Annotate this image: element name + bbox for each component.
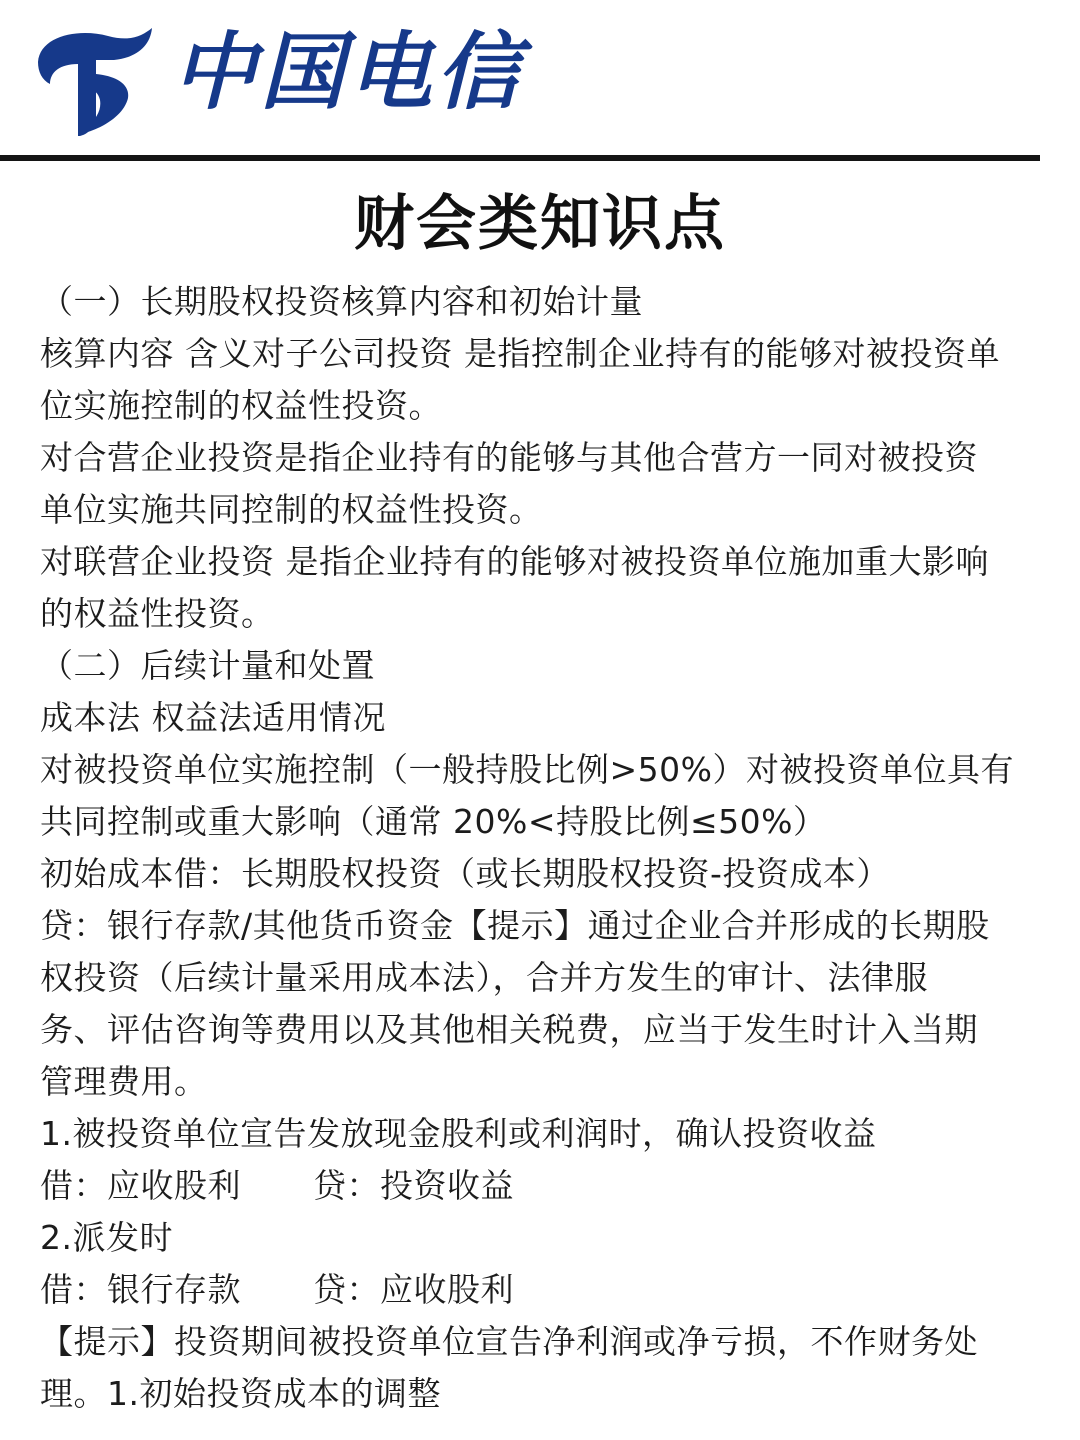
debit-entry: 借：应收股利 <box>40 1166 241 1205</box>
journal-entry-2 <box>40 1264 1050 1316</box>
text-line: 单位实施共同控制的权益性投资。 <box>40 490 543 529</box>
tip-line: 【提示】投资期间被投资单位宣告净利润或净亏损，不作财务处 <box>40 1322 978 1361</box>
section-heading-2: （二）后续计量和处置 <box>40 646 375 685</box>
text-line: 核算内容 含义对子公司投资 是指控制企业持有的能够对被投资单 <box>40 334 1000 373</box>
debit-entry: 借：银行存款 <box>40 1270 241 1309</box>
text-line: 权投资（后续计量采用成本法），合并方发生的审计、法律服 <box>40 958 928 997</box>
text-line: 对合营企业投资是指企业持有的能够与其他合营方一同对被投资 <box>40 438 978 477</box>
text-line: 对联营企业投资 是指企业持有的能够对被投资单位施加重大影响 <box>40 542 989 581</box>
credit-entry: 贷：应收股利 <box>313 1270 514 1309</box>
text-line: 务、评估咨询等费用以及其他相关税费，应当于发生时计入当期 <box>40 1010 978 1049</box>
text-line: 位实施控制的权益性投资。 <box>40 386 442 425</box>
document-body <box>40 276 1050 1420</box>
china-telecom-logo-icon <box>30 22 160 142</box>
text-line: 共同控制或重大影响（通常 20%<持股比例≤50%） <box>40 802 827 841</box>
header-divider <box>0 155 1040 161</box>
journal-entry-1 <box>40 1160 1050 1212</box>
text-line: 1.被投资单位宣告发放现金股利或利润时，确认投资收益 <box>40 1114 877 1153</box>
text-line: 成本法 权益法适用情况 <box>40 698 386 737</box>
text-line: 初始成本借：长期股权投资（或长期股权投资-投资成本） <box>40 854 890 893</box>
text-line: 贷：银行存款/其他货币资金【提示】通过企业合并形成的长期股 <box>40 906 990 945</box>
section-heading-1: （一）长期股权投资核算内容和初始计量 <box>40 282 643 321</box>
brand-name: 中国电信 <box>172 22 525 121</box>
text-line: 2.派发时 <box>40 1218 173 1257</box>
page-title: 财会类知识点 <box>354 189 726 259</box>
text-line: 对被投资单位实施控制（一般持股比例>50%）对被投资单位具有 <box>40 750 1014 789</box>
text-line: 管理费用。 <box>40 1062 208 1101</box>
text-line: 的权益性投资。 <box>40 594 275 633</box>
text-line: 理。1.初始投资成本的调整 <box>40 1374 441 1413</box>
header <box>0 0 1080 162</box>
credit-entry: 贷：投资收益 <box>313 1166 514 1205</box>
